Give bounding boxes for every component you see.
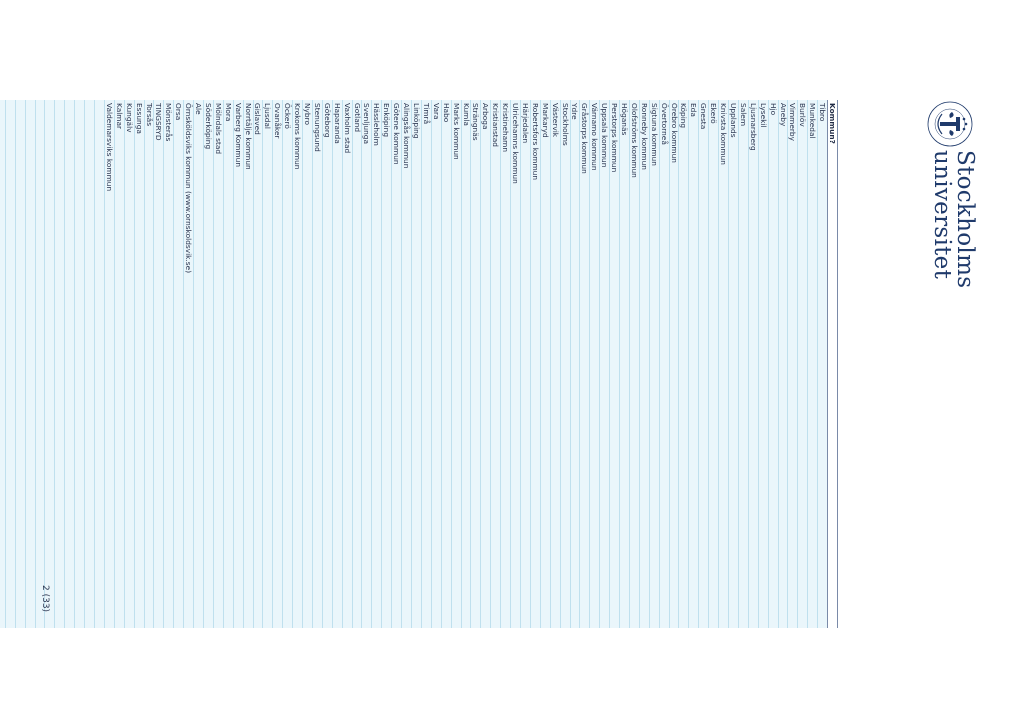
- table-cell: Hässleholm: [372, 103, 382, 146]
- table-cell: Värnamo kommun: [590, 103, 600, 171]
- table-cell: Kalmar: [114, 103, 124, 130]
- table-row: [193, 100, 203, 628]
- table-row: [223, 100, 233, 628]
- table-cell: Örebro kommun: [669, 103, 679, 163]
- table-cell: Vaxholm stad: [342, 103, 352, 154]
- table-cell: Örnsköldsviks kommun (www.ornskoldsvik.se): [184, 103, 194, 274]
- table-row: [272, 100, 282, 628]
- table-row: [262, 100, 272, 628]
- table-row: [163, 100, 173, 628]
- table-row: [203, 100, 213, 628]
- table-row: [134, 100, 144, 628]
- table-row: [153, 100, 163, 628]
- table-row: [64, 100, 74, 628]
- table-row: [738, 100, 748, 628]
- table-cell: Markaryd: [540, 103, 550, 138]
- page-number: 2 (33): [40, 585, 50, 613]
- table-row: [45, 100, 55, 628]
- table-header-row: [827, 100, 837, 628]
- table-row: [292, 100, 302, 628]
- table-row: [243, 100, 253, 628]
- table-row: [0, 100, 5, 628]
- table-row: [550, 100, 560, 628]
- table-row: [213, 100, 223, 628]
- table-row: [570, 100, 580, 628]
- table-row: [431, 100, 441, 628]
- table-cell: Kungälv: [124, 103, 134, 133]
- table-row: [451, 100, 461, 628]
- table-row: [787, 100, 797, 628]
- table-row: [104, 100, 114, 628]
- table-cell: Eda: [689, 103, 699, 117]
- table-cell: Söderköping: [203, 103, 213, 150]
- table-row: [510, 100, 520, 628]
- table-row: [609, 100, 619, 628]
- table-cell: Ljusdal: [263, 103, 273, 129]
- table-row: [679, 100, 689, 628]
- table-row: [708, 100, 718, 628]
- table-row: [342, 100, 352, 628]
- table-cell: Valdemarsviks kommun: [104, 103, 114, 192]
- table-row: [659, 100, 669, 628]
- table-cell: Varberg Kommun: [233, 103, 243, 168]
- table-cell: Krokoms kommun: [293, 103, 303, 170]
- table-cell: Timrå: [421, 103, 431, 125]
- table-cell: Kristinehamn: [501, 103, 511, 153]
- table-row: [470, 100, 480, 628]
- table-row: [500, 100, 510, 628]
- table-cell: Enköping: [382, 103, 392, 138]
- table-cell: Perstorps kommun: [610, 103, 620, 173]
- table-cell: Orsa: [174, 103, 184, 121]
- table-row: [421, 100, 431, 628]
- table-cell: Arboga: [481, 103, 491, 130]
- table-row: [778, 100, 788, 628]
- table-row: [807, 100, 817, 628]
- table-row: [748, 100, 758, 628]
- wordmark-line-1: Stockholms: [952, 150, 978, 289]
- table-cell: Aneby: [778, 103, 788, 127]
- table-cell: Göteborg: [322, 103, 332, 138]
- table-row: [441, 100, 451, 628]
- table-cell: Gislaved: [253, 103, 263, 135]
- table-row: [619, 100, 629, 628]
- table-cell: Köping: [679, 103, 689, 129]
- table-cell: Mönsterås: [164, 103, 174, 142]
- table-row: [124, 100, 134, 628]
- table-cell: Robertsfors kommun: [530, 103, 540, 181]
- table-row: [728, 100, 738, 628]
- table-cell: Gnesta: [699, 103, 709, 130]
- table-cell: Gråstorps kommun: [580, 103, 590, 174]
- table-row: [173, 100, 183, 628]
- table-row: [530, 100, 540, 628]
- table-cell: Burlöv: [798, 103, 808, 127]
- table-cell: Ydre: [570, 103, 580, 120]
- table-cell: Salem: [738, 103, 748, 127]
- table-cell: Marks kommun: [451, 103, 461, 160]
- table-cell: Kumla: [461, 103, 471, 126]
- table-cell: Stockholms: [560, 103, 570, 146]
- table-row: [35, 100, 45, 628]
- table-cell: Essunga: [134, 103, 144, 134]
- table-row: [74, 100, 84, 628]
- table-row: [84, 100, 94, 628]
- table-cell: Vara: [431, 103, 441, 120]
- table-cell: Hjo: [768, 103, 778, 116]
- table-row: [381, 100, 391, 628]
- table-cell: Övertorneå: [659, 103, 669, 145]
- table-cell: Gotland: [352, 103, 362, 133]
- table-row: [768, 100, 778, 628]
- table-row: [698, 100, 708, 628]
- table-row: [54, 100, 64, 628]
- table-cell: Knivsta kommun: [719, 103, 729, 165]
- table-cell: Ale: [194, 103, 203, 115]
- table-row: [669, 100, 679, 628]
- table-cell: Mora: [223, 103, 233, 122]
- table-row: [411, 100, 421, 628]
- table-cell: Habo: [441, 103, 451, 123]
- table-row: [391, 100, 401, 628]
- table-row: [183, 100, 193, 628]
- table-row: [579, 100, 589, 628]
- table-row: [5, 100, 15, 628]
- table-cell: Härjedalen: [520, 103, 530, 144]
- table-cell: Götene kommun: [392, 103, 402, 165]
- table-cell: Ovanåker: [273, 103, 283, 139]
- table-row: [599, 100, 609, 628]
- table-row: [649, 100, 659, 628]
- table-cell: Uppsala kommun: [600, 103, 610, 168]
- table-row: [322, 100, 332, 628]
- table-row: [540, 100, 550, 628]
- municipality-table: [0, 100, 838, 628]
- table-row: [589, 100, 599, 628]
- table-row: [639, 100, 649, 628]
- table-cell: Tibro: [818, 103, 828, 122]
- table-row: [25, 100, 35, 628]
- table-cell: Lysekil: [758, 103, 768, 128]
- table-row: [312, 100, 322, 628]
- table-row: [480, 100, 490, 628]
- table-row: [282, 100, 292, 628]
- university-wordmark: [930, 150, 976, 288]
- table-cell: TINGSRYD: [154, 103, 164, 141]
- table-row: [461, 100, 471, 628]
- table-row: [629, 100, 639, 628]
- table-row: [362, 100, 372, 628]
- column-header: Kommun?: [828, 103, 837, 144]
- table-cell: Västervik: [550, 103, 560, 138]
- table-cell: Torsås: [144, 103, 154, 127]
- table-row: [352, 100, 362, 628]
- table-row: [797, 100, 807, 628]
- table-row: [302, 100, 312, 628]
- table-cell: Strängnäs: [471, 103, 481, 141]
- table-row: [560, 100, 570, 628]
- table-row: [688, 100, 698, 628]
- table-row: [233, 100, 243, 628]
- table-cell: Linköping: [411, 103, 421, 139]
- table-row: [332, 100, 342, 628]
- table-row: [490, 100, 500, 628]
- table-cell: Upplands: [728, 103, 738, 138]
- university-seal-logo: [926, 100, 974, 148]
- table-row: [520, 100, 530, 628]
- table-row: [758, 100, 768, 628]
- table-row: [718, 100, 728, 628]
- table-row: [114, 100, 124, 628]
- table-cell: Ekerö: [709, 103, 719, 124]
- table-cell: Ljusnarsberg: [748, 103, 758, 151]
- table-cell: Stenungsund: [312, 103, 322, 152]
- table-row: [15, 100, 25, 628]
- table-cell: Öckerö: [283, 103, 293, 129]
- table-cell: Alingsås kommun: [402, 103, 412, 169]
- table-row: [401, 100, 411, 628]
- table-row: [144, 100, 154, 628]
- table-cell: Nybro: [303, 103, 312, 125]
- table-cell: Norrtälje kommun: [243, 103, 253, 170]
- table-cell: Munkedal: [808, 103, 818, 139]
- table-cell: Ronneby kommun: [639, 103, 649, 170]
- table-cell: Olofströms kommun: [629, 103, 639, 178]
- table-cell: Mölndals stad: [213, 103, 223, 155]
- wordmark-line-2: universitet: [929, 150, 955, 280]
- table-cell: Svenljunga: [362, 103, 372, 144]
- table-cell: Kristianstad: [491, 103, 501, 147]
- table-cell: Ulricehamns kommun: [511, 103, 520, 184]
- table-row: [94, 100, 104, 628]
- table-row: [371, 100, 381, 628]
- table-cell: Haparanda: [332, 103, 342, 144]
- table-cell: Sigtuna kommun: [649, 103, 659, 166]
- table-row: [817, 100, 827, 628]
- table-cell: Höganäs: [620, 103, 629, 136]
- table-row: [253, 100, 263, 628]
- table-cell: Vimmerby: [788, 103, 798, 141]
